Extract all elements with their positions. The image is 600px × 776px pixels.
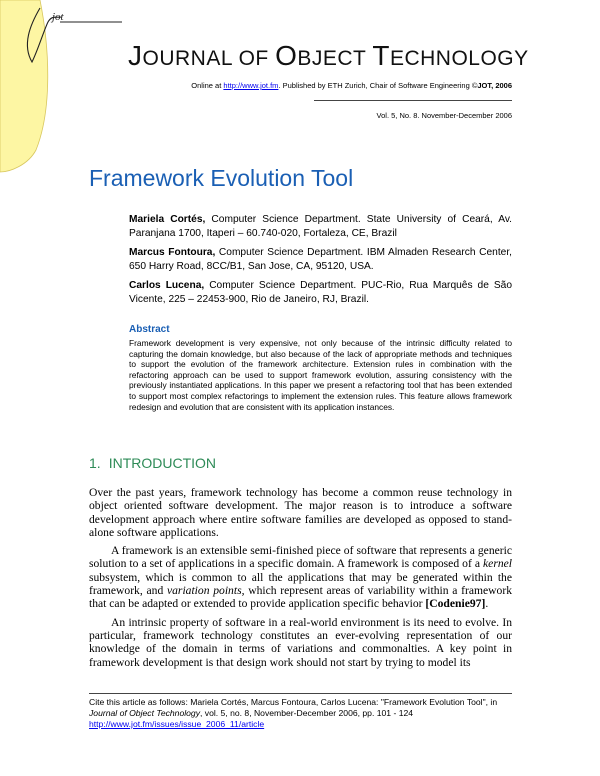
author-name: Mariela Cortés, [129, 214, 206, 225]
volume-info: Vol. 5, No. 8. November-December 2006 [376, 111, 512, 120]
publication-line: Online at http://www.jot.fm. Published by ETH Zurich, Chair of Software Engineering ©JOT, 2006 [191, 81, 512, 90]
abstract-block [129, 324, 512, 412]
author-list [129, 213, 512, 312]
author-entry [129, 246, 512, 273]
abstract-heading: Abstract [129, 324, 170, 335]
section-number: 1. [89, 455, 101, 471]
paper-title: Framework Evolution Tool [89, 165, 354, 191]
footer-divider [89, 693, 512, 694]
jot-website-link[interactable]: http://www.jot.fm [223, 81, 279, 90]
article-link[interactable]: http://www.jot.fm/issues/issue_2006_11/article [89, 719, 265, 729]
citation-footer: Cite this article as follows: Mariela Cortés, Marcus Fontoura, Carlos Lucena: "Framework Evolution Tool", in Journal of Object Technology, vol. 5, no. 8, November-December 2006, pp. 101 - 124 http://www.jot.fm/issues/issue_2006_11/article [89, 697, 498, 729]
author-name: Carlos Lucena, [129, 280, 205, 291]
section-title: INTRODUCTION [108, 455, 217, 471]
section-heading [89, 455, 216, 471]
author-affiliation: Computer Science Department. State University of Ceará, Av. Paranjana 1700, Itaperi – 60.740-020, Fortaleza, CE, Brazil [129, 214, 513, 239]
paragraph-2: A framework is an extensible semi-finished piece of software that represents a generic solution to a set of applications in a specific domain. A framework is composed of a kernel subsystem, which is common to all the applications that may be generated within the framework, and variation points, which represent areas of variability within a framework that can be adapted or extended to provide application specific behavior [Codenie97]. [89, 544, 512, 611]
author-entry [129, 279, 512, 306]
jot-logo [0, 0, 130, 175]
body-text [89, 486, 512, 674]
journal-title: JOURNAL OF OBJECT TECHNOLOGY [128, 40, 529, 71]
paragraph-1: Over the past years, framework technology has become a common reuse technology in object oriented software development. The major reason is to introduce a software development approach where entire software families are developed as opposed to stand-alone software applications. [89, 486, 512, 539]
abstract-text: Framework development is very expensive, not only because of the intrinsic difficulty related to capturing the domain knowledge, but also because of the lack of appropriate methods and techniques to support the evolution of the framework architecture. Extension rules in combination with the refactoring approach can be used to support framework evolution, assuring consistency with the previously instantiated applications. In this paper we present a refactoring tool that has been extended to support most complex refactorings to implement the extension rules. This feature allows framework redesign and evolution that are consistent with its application instances. [129, 338, 512, 412]
author-name: Marcus Fontoura, [129, 247, 216, 258]
author-affiliation: Computer Science Department. IBM Almaden Research Center, 650 Harry Road, 8CC/B1, San Jose, CA, 95120, USA. [129, 247, 512, 272]
author-entry [129, 213, 512, 240]
paragraph-3: An intrinsic property of software in a real-world environment is its need to evolve. In particular, framework technology constitutes an ever-evolving representation of our knowledge of the domain in terms of variations and commonalties. A key point in framework development is that design work should not start by trying to model its [89, 615, 512, 669]
logo-yellow-shape [0, 0, 48, 172]
citation-ref: [Codenie97] [425, 597, 486, 611]
author-affiliation: Computer Science Department. PUC-Rio, Rua Marquês de São Vicente, 225 – 22453-900, Rio de Janeiro, RJ, Brazil. [129, 280, 512, 305]
header-divider [314, 100, 512, 101]
logo-text: jot [52, 11, 64, 23]
